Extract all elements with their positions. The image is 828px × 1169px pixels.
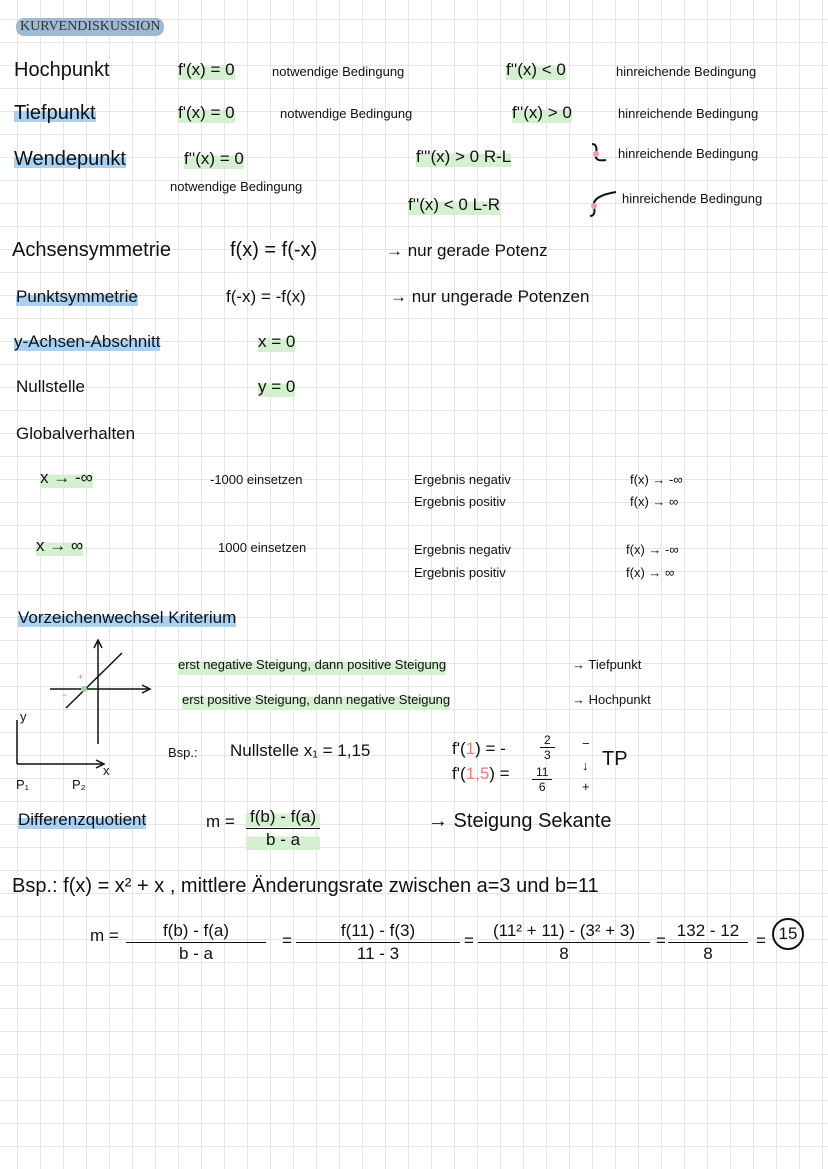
vzw-line1: erst negative Steigung, dann positive Steigung (178, 654, 446, 676)
achsensymmetrie-formula: f(x) = f(-x) (230, 239, 318, 261)
global-x-neg: x → -∞ (40, 468, 93, 487)
f1-arg: 1 (465, 739, 476, 758)
example-frac-1 (126, 920, 266, 965)
example-frac-2 (296, 920, 460, 965)
diffquot-fraction (246, 806, 320, 851)
f2-arg: 1,5 (465, 764, 490, 783)
achsensymmetrie-note: → nur gerade Potenz (386, 241, 548, 260)
wendepunkt-cond1-label: hinreichende Bedingung (618, 146, 759, 161)
bsp-label: Bsp.: (168, 745, 198, 760)
vzw-line2: erst positive Steigung, dann negative Steigung (182, 689, 450, 711)
f1-post: ) = (475, 739, 496, 758)
example-n4: 132 - 12 (668, 920, 748, 943)
vzw-heading: Vorzeichenwechsel Kriterium (18, 608, 237, 627)
global-lim-pos-1: f(x) → -∞ (626, 542, 679, 557)
example-n3: (11² + 11) - (3² + 3) (478, 920, 650, 943)
sign-arrow: ↓ (582, 758, 589, 773)
punktsymmetrie-note: → nur ungerade Potenzen (390, 287, 590, 306)
global-x-pos: x → ∞ (36, 536, 84, 555)
wendepunkt-cond2: f''(x) < 0 L-R (408, 195, 500, 214)
hochpunkt-necessary-label: notwendige Bedingung (272, 64, 405, 79)
result-circle: 15 (772, 918, 804, 950)
svg-text:+: + (78, 672, 84, 682)
example-d4: 8 (703, 944, 713, 963)
sign-change-diagram (10, 636, 160, 796)
curvature-curves-icon (588, 140, 622, 220)
global-action-neg: -1000 einsetzen (210, 472, 303, 487)
global-heading: Globalverhalten (16, 424, 136, 443)
hochpunkt-necessary: f'(x) = 0 (178, 60, 235, 79)
hochpunkt-sufficient-label: hinreichende Bedingung (616, 64, 757, 79)
example-d1: b - a (178, 944, 214, 963)
example-d2: 11 - 3 (356, 944, 400, 963)
eq-2: = (464, 931, 474, 950)
f2-expression (452, 763, 510, 785)
example-line: Bsp.: f(x) = x² + x , mittlere Änderungsrate zwischen a=3 und b=11 (12, 875, 599, 897)
example-n1: f(b) - f(a) (126, 920, 266, 943)
diffquot-note: → Steigung Sekante (428, 810, 612, 832)
wendepunkt-necessary: f''(x) = 0 (184, 149, 244, 168)
f2-num: 11 (532, 765, 552, 780)
f2-post: ) = (489, 764, 510, 783)
f1-pre: f'( (452, 739, 466, 758)
example-d3: 8 (559, 944, 569, 963)
global-res-neg-2: Ergebnis positiv (414, 494, 506, 509)
eq-1: = (282, 931, 292, 950)
wendepunkt-cond1: f'''(x) > 0 R-L (416, 147, 512, 166)
global-res-pos-2: Ergebnis positiv (414, 565, 506, 580)
svg-text:−: − (62, 690, 68, 700)
global-res-pos-1: Ergebnis negativ (414, 542, 511, 557)
axis-x-label: x (103, 763, 110, 778)
diffquot-m: m = (206, 812, 235, 831)
global-lim-pos-2: f(x) → ∞ (626, 565, 675, 580)
axis-y-label: y (20, 709, 27, 724)
vzw-line1-result: → Tiefpunkt (572, 657, 642, 672)
f1-expression (452, 738, 506, 760)
f1-den: 3 (544, 748, 551, 762)
tiefpunkt-label: Tiefpunkt (14, 102, 96, 124)
vzw-line2-result: → Hochpunkt (572, 692, 651, 707)
example-result (772, 918, 804, 950)
global-action-pos: 1000 einsetzen (218, 540, 307, 555)
global-res-neg-1: Ergebnis negativ (414, 472, 511, 487)
f2-value (532, 765, 552, 794)
p1-label: P₁ (16, 777, 30, 792)
nullstelle-label: Nullstelle (16, 377, 85, 396)
wendepunkt-cond2-label: hinreichende Bedingung (622, 191, 763, 206)
sign-plus: + (582, 779, 590, 794)
diffquot-den: b - a (246, 829, 320, 851)
eq-4: = (756, 931, 766, 950)
punktsymmetrie-label: Punktsymmetrie (16, 287, 138, 306)
tiefpunkt-sufficient-label: hinreichende Bedingung (618, 106, 759, 121)
y-achsen-formula: x = 0 (258, 332, 296, 351)
f1-num: 2 (540, 733, 555, 748)
y-achsen-label: y-Achsen-Abschnitt (14, 332, 161, 351)
diffquot-heading: Differenzquotient (18, 810, 147, 829)
tiefpunkt-sufficient: f''(x) > 0 (512, 103, 572, 122)
diffquot-num: f(b) - f(a) (246, 806, 320, 829)
f1-sign: - (500, 739, 506, 758)
example-frac-4 (668, 920, 748, 965)
global-lim-neg-1: f(x) → -∞ (630, 472, 683, 487)
f2-pre: f'( (452, 764, 466, 783)
f1-value (540, 733, 555, 762)
example-n2: f(11) - f(3) (296, 920, 460, 943)
punktsymmetrie-formula: f(-x) = -f(x) (226, 287, 306, 306)
sign-minus: − (582, 736, 590, 751)
p2-label: P₂ (72, 777, 86, 792)
example-frac-3 (478, 920, 650, 965)
tp-result: TP (602, 748, 628, 770)
nullstelle-formula: y = 0 (258, 377, 296, 396)
page-title: KURVENDISKUSSION (16, 18, 164, 36)
example-m: m = (90, 926, 119, 945)
wendepunkt-necessary-label: notwendige Bedingung (170, 179, 303, 194)
global-lim-neg-2: f(x) → ∞ (630, 494, 679, 509)
hochpunkt-label: Hochpunkt (14, 59, 110, 81)
hochpunkt-sufficient: f''(x) < 0 (506, 60, 566, 79)
achsensymmetrie-label: Achsensymmetrie (12, 239, 171, 261)
eq-3: = (656, 931, 666, 950)
wendepunkt-label: Wendepunkt (14, 148, 126, 170)
tiefpunkt-necessary: f'(x) = 0 (178, 103, 235, 122)
f2-den: 6 (538, 780, 546, 794)
tiefpunkt-necessary-label: notwendige Bedingung (280, 106, 413, 121)
nullstelle-example: Nullstelle x₁ = 1,15 (230, 741, 371, 760)
